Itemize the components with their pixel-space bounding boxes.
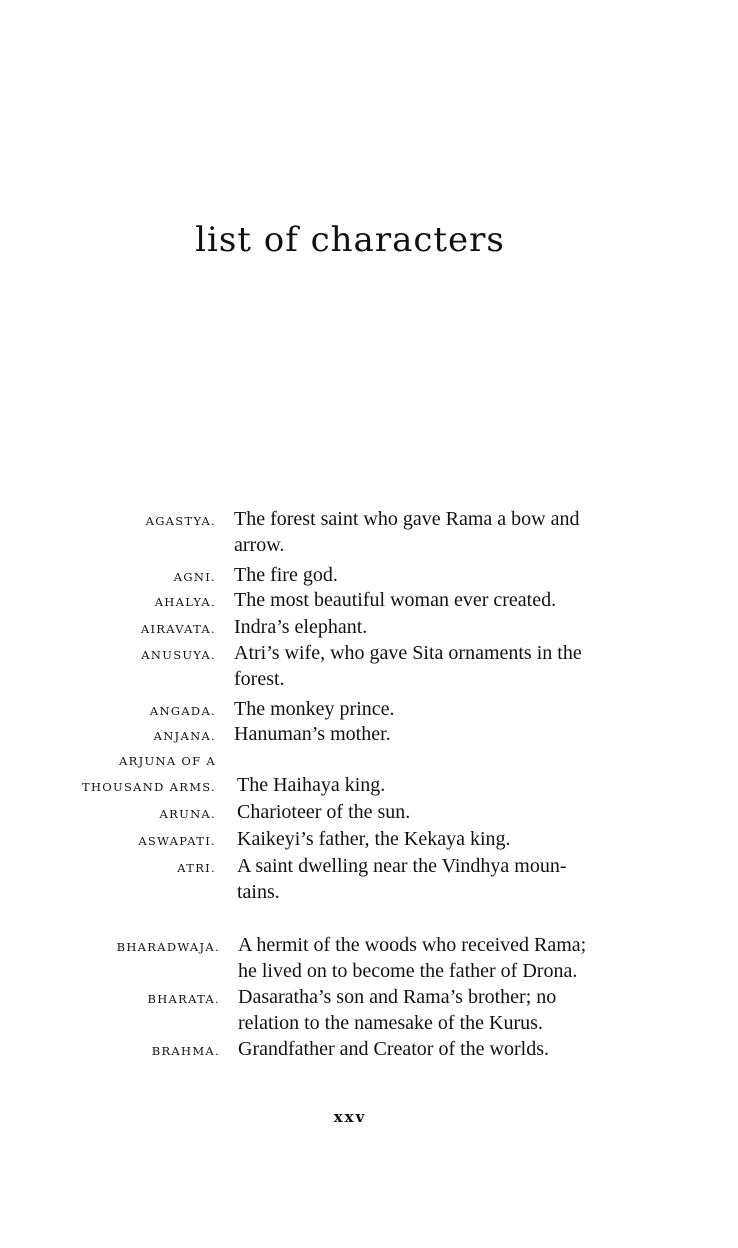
- page-number: xxv: [333, 1108, 367, 1126]
- entry-term: ATRI.: [177, 861, 216, 875]
- entry-term: THOUSAND ARMS.: [81, 780, 216, 794]
- entry-term: AHALYA.: [154, 595, 216, 609]
- entry-definition: Hanuman’s mother.: [234, 723, 391, 745]
- entry-definition: Dasaratha’s son and Rama’s brother; no relation to the namesake of the Kurus.: [238, 986, 557, 1034]
- entry-definition: A saint dwelling near the Vindhya moun- tains.: [237, 855, 567, 903]
- entry-term: BRAHMA.: [151, 1044, 220, 1058]
- entry-term: ARJUNA OF A: [119, 754, 216, 768]
- entry-definition: A hermit of the woods who received Rama; he lived on to become the father of Drona.: [238, 934, 587, 982]
- entry-definition: Atri’s wife, who gave Sita ornaments in the forest.: [234, 642, 582, 690]
- entry-term: AGASTYA.: [145, 514, 216, 528]
- page-title: list of characters: [195, 220, 505, 260]
- entry-definition: Charioteer of the sun.: [237, 801, 411, 823]
- entry-term: ANJANA.: [153, 729, 216, 743]
- entry-term: BHARATA.: [147, 992, 220, 1006]
- entry-definition: Kaikeyi’s father, the Kekaya king.: [237, 828, 511, 850]
- entry-definition: The fire god.: [234, 564, 338, 586]
- entry-term: ASWAPATI.: [138, 834, 216, 848]
- entry-term: BHARADWAJA.: [116, 940, 220, 954]
- entry-definition: The most beautiful woman ever created.: [234, 589, 557, 611]
- entry-definition: The forest saint who gave Rama a bow and arrow.: [234, 508, 580, 556]
- entry-term: ARUNA.: [159, 807, 216, 821]
- entry-definition: The Haihaya king.: [237, 774, 386, 796]
- entry-term: ANUSUYA.: [141, 648, 216, 662]
- entry-definition: Indra’s elephant.: [234, 616, 368, 638]
- entry-term: AGNI.: [173, 570, 216, 584]
- entry-term: ANGADA.: [149, 704, 216, 718]
- entry-definition: The monkey prince.: [234, 698, 395, 720]
- entry-term: AIRAVATA.: [140, 622, 216, 636]
- entry-definition: Grandfather and Creator of the worlds.: [238, 1038, 549, 1060]
